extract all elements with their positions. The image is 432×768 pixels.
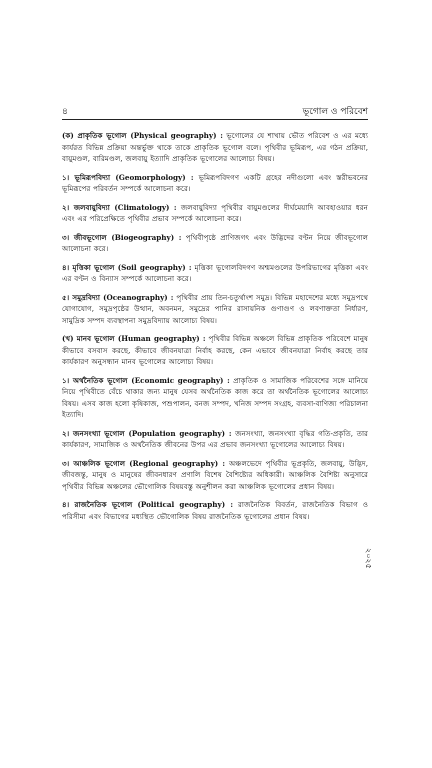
paragraph-text: মৃত্তিকা ভূগোলবিদগণ অশ্মমণ্ডলের উপরিভাগের মৃত্তিকা এবং এর বণ্টন ও বিন্যাস সম্পর্কে আলোচনা করে। [62, 262, 368, 283]
paragraph-population-geography [62, 428, 368, 451]
paragraph-heading: ২। জলবায়ুবিদ্যা (Climatology) : [62, 202, 177, 212]
running-title: ভূগোল ও পরিবেশ [302, 107, 368, 117]
paragraph-human-geography [62, 333, 368, 368]
side-note: ২০২৫ [364, 548, 373, 569]
paragraph-text: জলবায়ুবিদ্যা পৃথিবীর বায়ুমণ্ডলের দীর্ঘমেয়াদি আবহাওয়ার ধরন এবং এর পরিপ্রেক্ষিতে পৃথিবীর প্রভাব সম্পর্কে আলোচনা করে। [62, 202, 368, 223]
paragraph-economic-geography [62, 375, 368, 421]
page-header [62, 104, 368, 116]
paragraph-text: জনসংখ্যা, জনসংখ্যা বৃদ্ধির গতি-প্রকৃতি, তার কার্যকারণ, সামাজিক ও অর্থনৈতিক জীবনের উপর এর প্রভাব জনসংখ্যা ভূগোলের আলোচ্য বিষয়। [62, 428, 368, 449]
paragraph-political-geography [62, 499, 368, 522]
paragraph-text: অঞ্চলভেদে পৃথিবীর ভূপ্রকৃতি, জলবায়ু, উদ্ভিদ, জীবজন্তু, মানুষ ও মানুষের জীবনধারণ প্রণালি বিশেষ বৈশিষ্ট্যের অধিকারী। আঞ্চলিক বৈশিষ্ট্য অনুসারে পৃথিবীর বিভিন্ন অঞ্চলের ভৌগোলিক বিষয়বস্তু অনুশীলন করা আঞ্চলিক ভূগোলের প্রধান বিষয়। [62, 458, 368, 491]
page-body [62, 130, 368, 529]
paragraph-geomorphology [62, 172, 368, 195]
paragraph-heading: (খ) মানব ভূগোল (Human geography) : [62, 334, 206, 343]
paragraph-regional-geography [62, 458, 368, 493]
paragraph-physical-geography [62, 130, 368, 165]
page-number: ৪ [62, 107, 68, 117]
header-rule [62, 119, 368, 120]
paragraph-text: পৃথিবীপৃষ্ঠে প্রাণিজগৎ এবং উদ্ভিদের বণ্টন নিয়ে জীবভূগোল আলোচনা করে। [62, 232, 368, 253]
paragraph-heading: (ক) প্রাকৃতিক ভূগোল (Physical geography) : [62, 131, 223, 140]
paragraph-text: পৃথিবীর প্রায় তিন-চতুর্থাংশ সমুদ্র। বিভিন্ন মহাদেশের মধ্যে সমুদ্রপথে যোগাযোগ, সমুদ্রপৃষ্ঠের উত্থান, অবনমন, সমুদ্রের পানির রাসায়নিক গুণাগুণ ও লবণাক্ততা নির্ধারণ, সামুদ্রিক সম্পদ ব্যবস্থাপনা সমুদ্রবিদ্যায় আলোচ্য বিষয়। [62, 292, 368, 325]
paragraph-heading: ৫। সমুদ্রবিদ্যা (Oceanography) : [62, 292, 174, 302]
paragraph-text: প্রাকৃতিক ও সামাজিক পরিবেশের সঙ্গে মানিয়ে নিয়ে পৃথিবীতে বেঁচে থাকার জন্য মানুষ যেসব অর্থনৈতিক কাজ করে তা অর্থনৈতিক ভূগোলের আলোচ্য বিষয়। এসব কাজ হলো কৃষিকাজ, পশুপালন, বনজ সম্পদ, খনিজ সম্পদ সংগ্রহ, ব্যবসা-বাণিজ্য পরিচালনা ইত্যাদি। [62, 375, 368, 419]
paragraph-text: ভূগোলের যে শাখায় ভৌত পরিবেশ ও এর মধ্যে কার্যরত বিভিন্ন প্রক্রিয়া অন্তর্ভুক্ত থাকে তাকে প্রাকৃতিক ভূগোল বলে। পৃথিবীর ভূমিরূপ, এর গঠন প্রক্রিয়া, বায়ুমণ্ডল, বারিমণ্ডল, জলবায়ু ইত্যাদি প্রাকৃতিক ভূগোলের আলোচ্য বিষয়। [62, 131, 368, 163]
paragraph-text: রাজনৈতিক বিবর্তন, রাজনৈতিক বিভাগ ও পরিসীমা এবং বিভাগের মধ্যস্থিত ভৌগোলিক বিষয় রাজনৈতিক ভূগোলের প্রধান বিষয়। [62, 500, 368, 521]
paragraph-heading: ৪। রাজনৈতিক ভূগোল (Political geography) : [62, 500, 233, 509]
paragraph-heading: ১। ভূমিরূপবিদ্যা (Geomorphology) : [62, 172, 194, 182]
paragraph-heading: ১। অর্থনৈতিক ভূগোল (Economic geography) : [62, 375, 230, 385]
paragraph-heading: ২। জনসংখ্যা ভূগোল (Population geography) : [62, 428, 232, 438]
paragraph-heading: ৩। আঞ্চলিক ভূগোল (Regional geography) : [62, 458, 226, 468]
paragraph-text: ভূমিরূপবিদগণ একটি গ্রহের নদীগুলো এবং স্তরীভবনের ভূমিরূপের পরিবর্তন সম্পর্কে আলোচনা করে। [62, 172, 368, 193]
paragraph-heading: ৩। জীবভূগোল (Biogeography) : [62, 232, 182, 242]
paragraph-text: পৃথিবীর বিভিন্ন অঞ্চলে বিভিন্ন প্রাকৃতিক পরিবেশে মানুষ কীভাবে বসবাস করছে, কীভাবে জীবনযাত্রা নির্বাহ করছে, কেন এভাবে জীবনযাত্রা নির্বাহ করছে তার কার্যকারণ অনুসন্ধান মানব ভূগোলের আলোচ্য বিষয়। [62, 334, 369, 366]
paragraph-biogeography [62, 232, 368, 255]
paragraph-soil-geography [62, 262, 368, 285]
paragraph-climatology [62, 202, 368, 225]
paragraph-oceanography [62, 292, 368, 327]
paragraph-heading: ৪। মৃত্তিকা ভূগোল (Soil geography) : [62, 262, 192, 272]
